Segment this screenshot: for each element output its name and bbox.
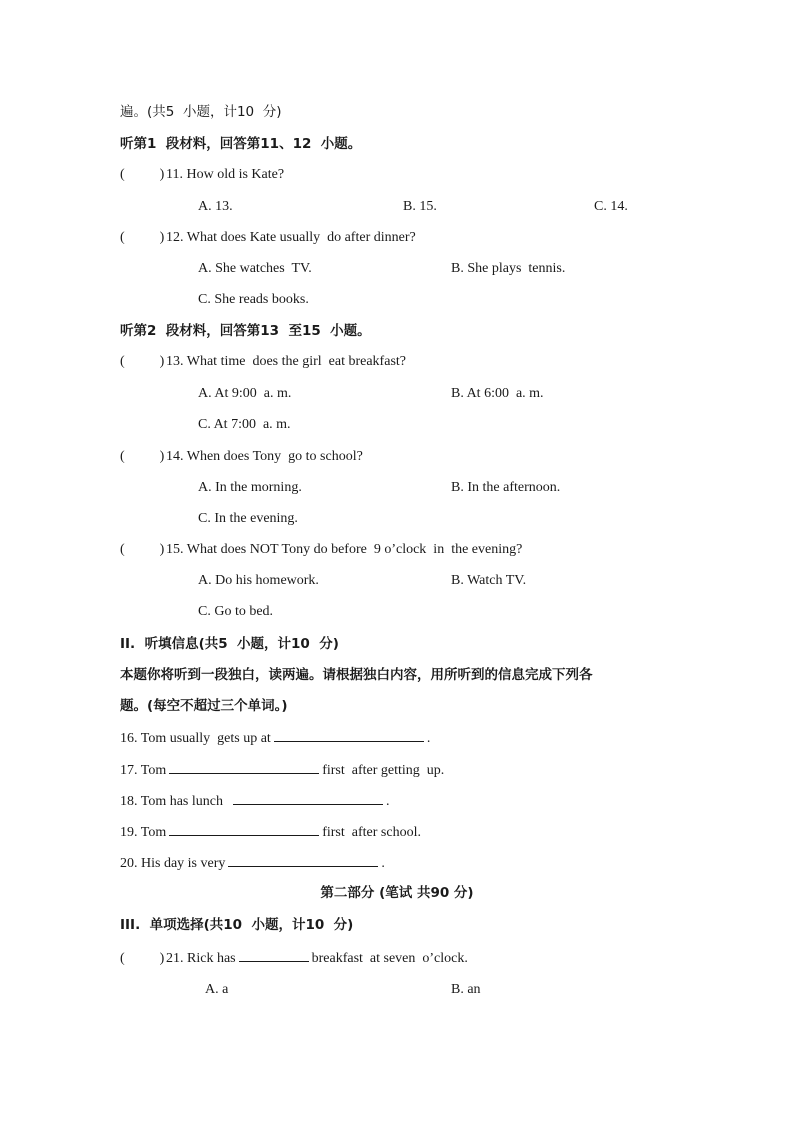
q13-option-a: A. At 9:00 a. m. <box>198 386 292 401</box>
q14-option-c: C. In the evening. <box>198 511 298 526</box>
answer-paren[interactable]: ( ) <box>120 542 165 557</box>
q14-option-b: B. In the afternoon. <box>451 480 561 495</box>
material-1-heading: 听第1 段材料，回答第11、12 小题。 <box>120 136 362 152</box>
fill-text: first after getting up. <box>322 763 445 778</box>
fill-20 <box>120 853 385 873</box>
q11-option-a: A. 13. <box>198 199 233 214</box>
question-text: 11. How old is Kate? <box>166 167 285 182</box>
answer-paren[interactable]: ( ) <box>120 167 165 182</box>
question-text: 12. What does Kate usually do after dinner? <box>166 230 416 245</box>
question-text: breakfast at seven o’clock. <box>311 951 468 966</box>
question-21 <box>120 948 468 968</box>
q12-option-a: A. She watches TV. <box>198 261 312 276</box>
answer-blank[interactable] <box>169 760 319 774</box>
answer-paren[interactable]: ( ) <box>120 230 165 245</box>
part-2-title: 第二部分 (笔试 共90 分) <box>320 885 474 901</box>
fill-text: 17. Tom <box>120 763 167 778</box>
question-text: 15. What does NOT Tony do before 9 o’clock in the evening? <box>166 542 523 557</box>
section-2-title: II. 听填信息(共5 小题，计10 分) <box>120 636 339 652</box>
question-text: 14. When does Tony go to school? <box>166 449 363 464</box>
fill-text: 20. His day is very <box>120 856 226 871</box>
q11-option-b: B. 15. <box>403 199 437 214</box>
fill-17 <box>120 760 444 780</box>
question-14 <box>120 448 363 466</box>
material-2-heading: 听第2 段材料，回答第13 至15 小题。 <box>120 323 371 339</box>
fill-text: . <box>385 794 390 809</box>
answer-blank[interactable] <box>228 853 378 867</box>
answer-blank[interactable] <box>239 948 309 962</box>
answer-paren[interactable]: ( ) <box>120 354 165 369</box>
q13-option-b: B. At 6:00 a. m. <box>451 386 544 401</box>
q13-option-c: C. At 7:00 a. m. <box>198 417 291 432</box>
question-12 <box>120 229 416 247</box>
q11-option-c: C. 14. <box>594 199 628 214</box>
q12-option-c: C. She reads books. <box>198 292 309 307</box>
question-text: 21. Rick has <box>166 951 236 966</box>
q15-option-a: A. Do his homework. <box>198 573 319 588</box>
fill-text: 18. Tom has lunch <box>120 794 223 809</box>
q12-option-b: B. She plays tennis. <box>451 261 566 276</box>
q14-option-a: A. In the morning. <box>198 480 302 495</box>
question-13 <box>120 353 406 371</box>
fill-text: first after school. <box>322 825 421 840</box>
question-15 <box>120 541 522 559</box>
answer-blank[interactable] <box>233 791 383 805</box>
fill-text: . <box>381 856 385 871</box>
q15-option-c: C. Go to bed. <box>198 604 274 619</box>
answer-blank[interactable] <box>169 822 319 836</box>
fill-16 <box>120 728 430 748</box>
fill-text: . <box>426 731 431 746</box>
fill-19 <box>120 822 421 842</box>
answer-paren[interactable]: ( ) <box>120 951 165 966</box>
fill-18 <box>120 791 389 811</box>
section-instruction-tail: 遍。(共5 小题，计10 分) <box>120 104 282 120</box>
section-2-instruction-1: 本题你将听到一段独白，读两遍。请根据独白内容，用所听到的信息完成下列各 <box>120 667 593 683</box>
section-3-title: III. 单项选择(共10 小题，计10 分) <box>120 917 354 933</box>
q21-option-a: A. a <box>205 982 229 997</box>
fill-text: 19. Tom <box>120 825 167 840</box>
q21-option-b: B. an <box>451 982 481 997</box>
section-2-instruction-2: 题。(每空不超过三个单词。) <box>120 698 288 714</box>
q15-option-b: B. Watch TV. <box>451 573 527 588</box>
fill-text: 16. Tom usually gets up at <box>120 731 271 746</box>
question-11 <box>120 166 284 184</box>
answer-paren[interactable]: ( ) <box>120 449 165 464</box>
question-text: 13. What time does the girl eat breakfast? <box>166 354 406 369</box>
answer-blank[interactable] <box>274 728 424 742</box>
